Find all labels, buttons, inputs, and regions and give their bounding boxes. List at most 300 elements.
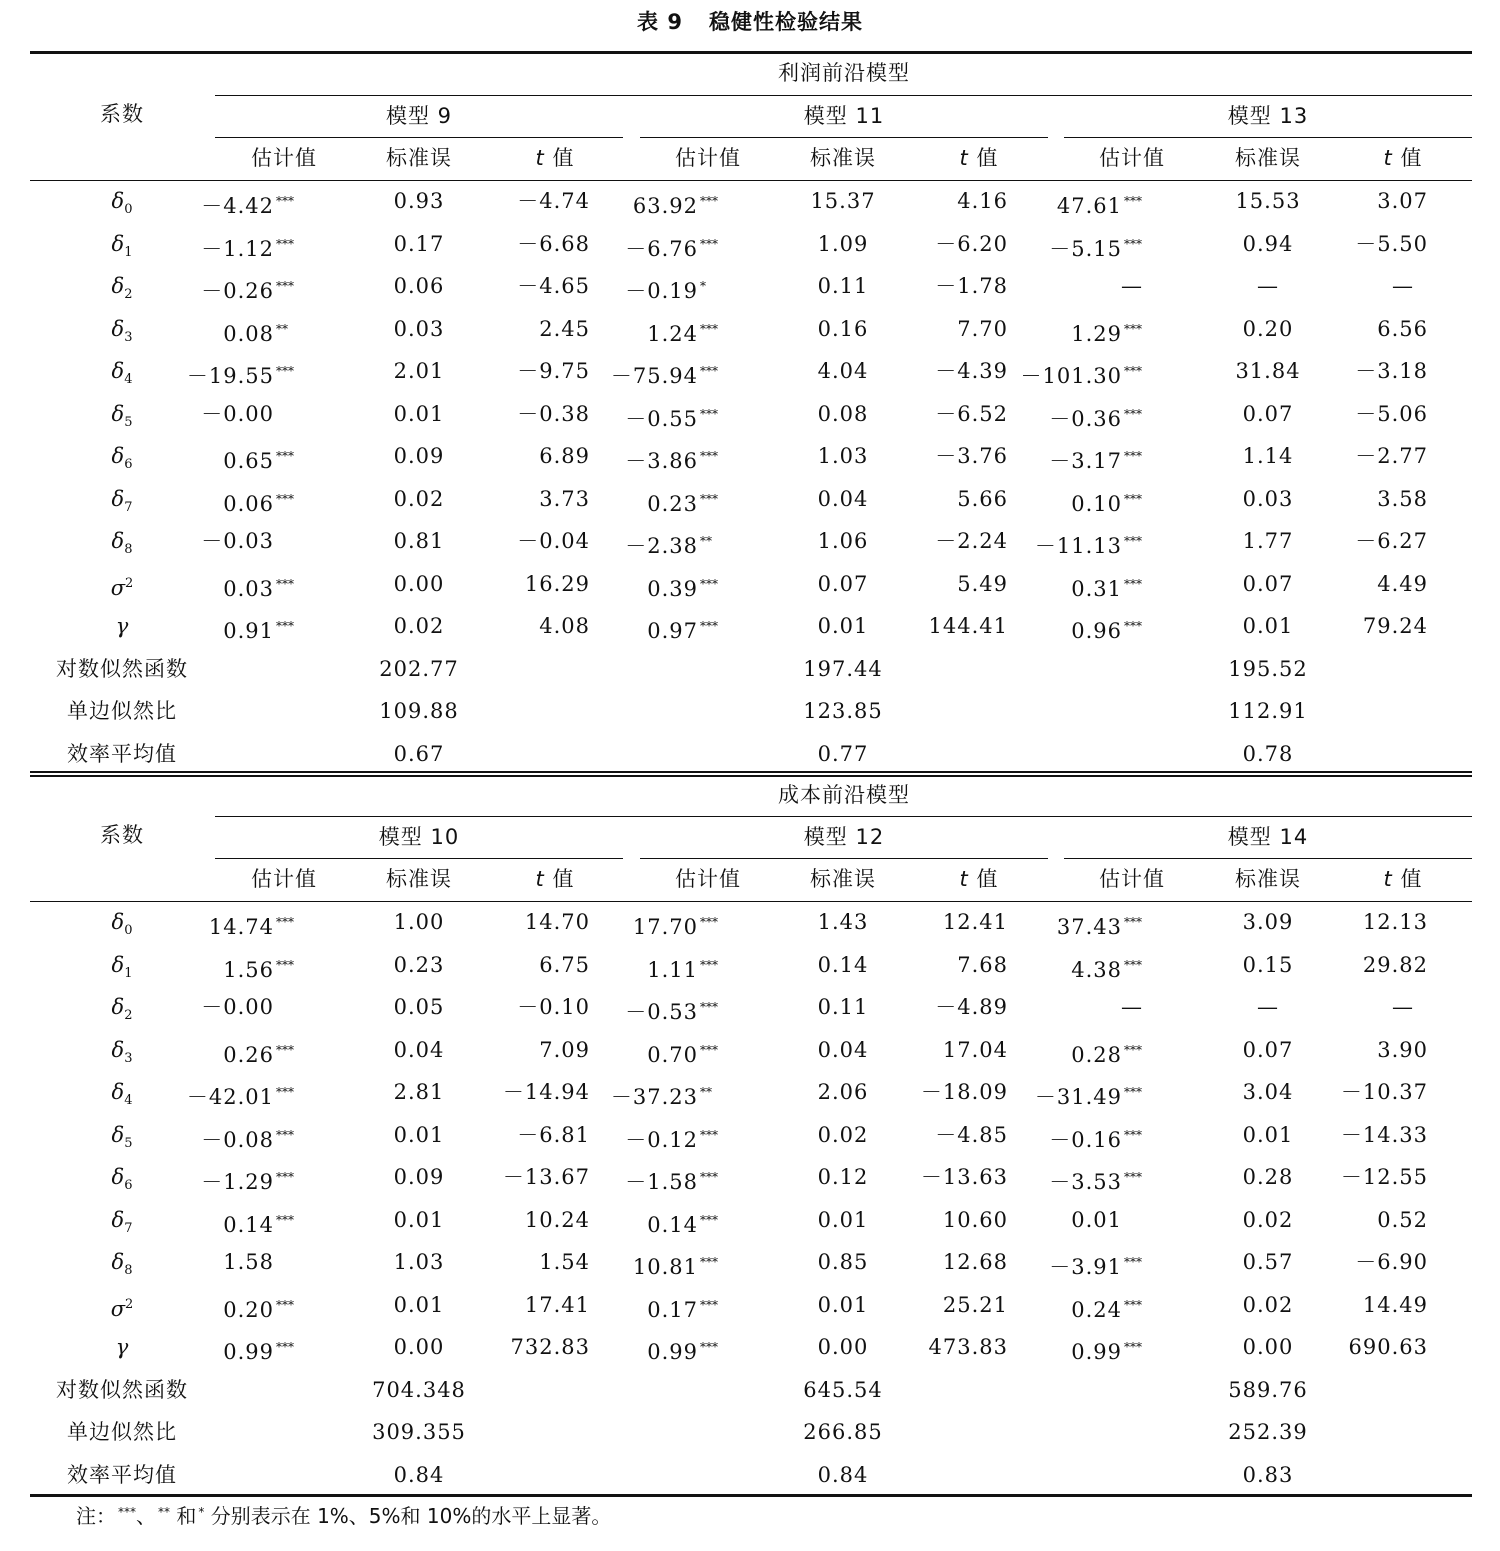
cell-value: 0.07 — [1242, 571, 1294, 596]
significance-stars: *** — [1124, 236, 1142, 251]
cell-value: 0.06 — [223, 491, 274, 516]
row-symbol: γ — [115, 614, 129, 638]
cell-value: －1.12 — [201, 236, 274, 261]
significance-stars: *** — [1124, 1170, 1142, 1184]
row-subscript: 8 — [124, 542, 133, 558]
table-section-rule-lower — [30, 775, 1472, 777]
cell-value: 7.70 — [957, 316, 1008, 341]
table-note — [76, 1500, 611, 1529]
significance-stars: ** — [700, 1085, 712, 1099]
significance-stars: *** — [1124, 1340, 1142, 1354]
cell-value: 0.12 — [817, 1165, 869, 1189]
row-subscript: 7 — [124, 1220, 133, 1236]
row-subscript: 0 — [124, 202, 133, 218]
cell-value: 0.07 — [817, 571, 869, 596]
cell-value: 0.01 — [1071, 1207, 1122, 1232]
t-value-cell — [1228, 231, 1428, 257]
significance-stars: *** — [276, 1170, 294, 1184]
row-subscript: 7 — [124, 499, 133, 515]
cell-value: 6.89 — [539, 444, 590, 468]
row-symbol: δ — [111, 1165, 125, 1189]
estimate-cell — [466, 1207, 726, 1238]
column-header-t: t — [1383, 867, 1393, 891]
estimate-cell — [466, 273, 726, 304]
t-value-cell — [1228, 1079, 1428, 1105]
significance-stars: *** — [1124, 619, 1142, 633]
t-value-cell — [1228, 316, 1428, 342]
cell-value: －18.09 — [920, 1080, 1008, 1104]
estimate-cell — [890, 1249, 1150, 1280]
estimate-cell — [42, 401, 302, 427]
coef-header: 系数 — [100, 102, 144, 126]
summary-label: 效率平均值 — [67, 741, 177, 766]
cell-value: 2.81 — [393, 1080, 445, 1104]
column-header: 估计值 — [675, 867, 741, 891]
estimate-cell — [466, 994, 726, 1025]
cell-value: 0.04 — [817, 486, 869, 511]
significance-stars: *** — [276, 619, 294, 633]
estimate-cell — [466, 231, 726, 262]
row-symbol: δ — [111, 1250, 125, 1274]
cell-value: 1.56 — [223, 957, 274, 982]
cell-value: 0.91 — [223, 619, 274, 643]
cell-value: 10.24 — [524, 1207, 590, 1232]
row-subscript: 4 — [124, 372, 133, 388]
cell-value: 0.01 — [1242, 1122, 1294, 1147]
cell-value: 144.41 — [928, 614, 1008, 638]
cell-value: 0.52 — [1377, 1207, 1428, 1232]
cell-value: 3.07 — [1377, 189, 1428, 213]
cell-value: －6.76 — [625, 236, 698, 261]
cell-value: 25.21 — [942, 1292, 1008, 1317]
significance-stars: *** — [1124, 534, 1142, 548]
cell-value: －1.58 — [625, 1170, 698, 1194]
column-header: 标准误 — [1235, 146, 1301, 170]
row-symbol: δ — [111, 1080, 125, 1104]
summary-value: 252.39 — [1228, 1420, 1308, 1444]
cell-value: －4.89 — [935, 995, 1008, 1019]
cell-value: 0.31 — [1071, 576, 1122, 601]
significance-stars: *** — [276, 1340, 294, 1354]
significance-stars: *** — [700, 194, 718, 208]
t-value-cell — [1228, 486, 1428, 512]
column-header-rest: 值 — [968, 146, 999, 170]
cell-value: 1.06 — [817, 529, 869, 553]
cell-value: 0.99 — [1071, 1340, 1122, 1364]
row-symbol: δ — [111, 401, 125, 426]
cell-value: 1.03 — [817, 444, 869, 468]
cell-value: 0.39 — [647, 576, 698, 601]
significance-stars: *** — [1124, 491, 1142, 506]
estimate-cell — [890, 188, 1150, 219]
estimate-cell — [466, 316, 726, 347]
column-header-t: t — [535, 146, 545, 170]
t-value-cell — [1228, 1164, 1428, 1190]
header-bottom-rule — [30, 180, 1472, 181]
cell-value: －3.53 — [1049, 1170, 1122, 1194]
t-value-cell — [1228, 909, 1428, 935]
cell-value: 0.94 — [1242, 231, 1294, 256]
row-symbol: δ — [111, 444, 125, 468]
estimate-cell — [42, 188, 302, 219]
cell-value: －0.38 — [517, 401, 590, 426]
cell-value: 0.14 — [817, 952, 869, 977]
cell-value: — — [1121, 995, 1143, 1019]
cell-value: 0.08 — [223, 321, 274, 346]
column-header-t: t — [959, 146, 969, 170]
cell-value: －5.50 — [1355, 231, 1428, 256]
significance-stars: *** — [276, 236, 294, 251]
cell-value: 4.04 — [817, 359, 869, 383]
t-value-cell — [1228, 443, 1428, 469]
table-caption — [0, 6, 1500, 36]
estimate-cell — [42, 1164, 302, 1195]
summary-value: 0.84 — [393, 1462, 445, 1487]
estimate-cell — [890, 401, 1150, 432]
model-header: 模型 13 — [1227, 104, 1309, 128]
estimate-cell — [466, 1292, 726, 1323]
t-value-cell — [1228, 952, 1428, 978]
significance-stars: *** — [700, 957, 718, 972]
cell-value: 47.61 — [1056, 194, 1122, 218]
cell-value: －3.86 — [625, 449, 698, 473]
cell-value: 0.06 — [393, 274, 445, 298]
t-value-cell — [1228, 571, 1428, 597]
significance-stars: *** — [700, 406, 718, 421]
estimate-cell — [42, 1292, 302, 1323]
cell-value: 0.23 — [393, 952, 445, 977]
model-rule — [1064, 858, 1472, 859]
significance-stars: *** — [276, 491, 294, 506]
significance-stars: *** — [700, 491, 718, 506]
t-value-cell — [1228, 1122, 1428, 1148]
table-label: 表 9 — [637, 10, 683, 34]
cell-value: 12.41 — [942, 910, 1008, 934]
significance-stars: *** — [700, 1255, 718, 1269]
column-header — [1303, 866, 1500, 892]
cell-value: 0.16 — [817, 316, 869, 341]
model-rule — [640, 137, 1048, 138]
cell-value: 0.00 — [393, 571, 445, 596]
header-bottom-rule — [30, 901, 1472, 902]
cell-value: 0.03 — [223, 576, 274, 601]
cell-value: 0.11 — [817, 274, 869, 298]
cell-value: 3.73 — [539, 486, 590, 511]
cell-value: －3.76 — [935, 444, 1008, 468]
column-header: 估计值 — [675, 146, 741, 170]
estimate-cell — [466, 1037, 726, 1068]
summary-value: 0.84 — [817, 1462, 869, 1487]
estimate-cell — [42, 486, 302, 517]
significance-stars: *** — [700, 1042, 718, 1057]
table-bottom-rule — [30, 1494, 1472, 1497]
cell-value: 17.41 — [524, 1292, 590, 1317]
significance-stars: *** — [276, 915, 294, 929]
cell-value: －14.33 — [1340, 1122, 1428, 1147]
row-subscript: 2 — [124, 287, 133, 303]
row-subscript: 0 — [124, 923, 133, 939]
cell-value: －10.37 — [1340, 1080, 1428, 1104]
cell-value: －75.94 — [610, 364, 698, 388]
row-symbol: δ — [111, 231, 125, 256]
estimate-cell — [466, 443, 726, 474]
estimate-cell — [42, 273, 302, 304]
row-subscript: 2 — [124, 1008, 133, 1024]
cell-value: 0.08 — [817, 401, 869, 426]
cell-value: －0.03 — [201, 529, 274, 553]
estimate-cell — [466, 613, 726, 644]
estimate-cell — [890, 1292, 1150, 1323]
cell-value: －11.13 — [1034, 534, 1122, 558]
cell-value: －3.18 — [1355, 359, 1428, 383]
summary-label: 对数似然函数 — [56, 656, 188, 681]
summary-label: 对数似然函数 — [56, 1377, 188, 1402]
cell-value: 0.00 — [1242, 1335, 1294, 1359]
note-prefix: 注： — [76, 1504, 116, 1528]
cell-value: 0.01 — [393, 1207, 445, 1232]
cell-value: 0.02 — [1242, 1207, 1294, 1232]
column-header-rest: 值 — [968, 867, 999, 891]
cell-value: 0.02 — [393, 486, 445, 511]
row-subscript: 3 — [124, 1050, 133, 1066]
significance-stars: *** — [1124, 915, 1142, 929]
cell-value: 0.01 — [393, 1292, 445, 1317]
column-header-t: t — [535, 867, 545, 891]
cell-value: －0.00 — [201, 995, 274, 1019]
cell-value: 3.09 — [1242, 910, 1294, 934]
group-title-rule — [215, 95, 1472, 96]
significance-stars: *** — [1124, 576, 1142, 591]
significance-stars: *** — [1124, 1297, 1142, 1312]
cell-value: 0.00 — [817, 1335, 869, 1359]
significance-stars: *** — [276, 364, 294, 378]
model-rule — [215, 858, 623, 859]
cell-value: －1.78 — [935, 274, 1008, 298]
summary-value: 195.52 — [1228, 656, 1308, 681]
model-rule — [640, 858, 1048, 859]
cell-value: 15.53 — [1235, 189, 1301, 213]
row-symbol: δ — [111, 910, 125, 934]
summary-value: 266.85 — [803, 1420, 883, 1444]
estimate-cell — [890, 571, 1150, 602]
cell-value: 0.01 — [817, 614, 869, 638]
significance-stars: *** — [1124, 1042, 1142, 1057]
cell-value: －9.75 — [517, 359, 590, 383]
cell-value: 5.49 — [957, 571, 1008, 596]
estimate-cell — [42, 1334, 302, 1365]
cell-value: 1.54 — [539, 1250, 590, 1274]
row-subscript: 5 — [124, 1135, 133, 1151]
row-subscript: 4 — [124, 1093, 133, 1109]
estimate-cell — [42, 1079, 302, 1110]
significance-stars: *** — [1124, 957, 1142, 972]
cell-value: 14.74 — [208, 915, 274, 939]
cell-value: 0.07 — [1242, 1037, 1294, 1062]
cell-value: 0.10 — [1071, 491, 1122, 516]
t-value-cell — [1228, 401, 1428, 427]
row-subscript: 6 — [124, 457, 133, 473]
model-header: 模型 9 — [385, 104, 453, 128]
cell-value: －3.91 — [1049, 1255, 1122, 1279]
estimate-cell — [466, 952, 726, 983]
cell-value: 0.99 — [647, 1340, 698, 1364]
significance-stars: *** — [700, 1297, 718, 1312]
estimate-cell — [42, 613, 302, 644]
estimate-cell — [466, 401, 726, 432]
cell-value: 732.83 — [510, 1335, 590, 1359]
cell-value: 0.03 — [1242, 486, 1294, 511]
significance-stars: *** — [276, 1212, 294, 1227]
significance-stars: *** — [1124, 321, 1142, 336]
cell-value: 0.01 — [393, 401, 445, 426]
estimate-cell — [890, 486, 1150, 517]
cell-value: －4.85 — [935, 1122, 1008, 1147]
cell-value: －6.90 — [1355, 1250, 1428, 1274]
row-symbol: δ — [111, 1122, 125, 1147]
estimate-cell — [890, 1037, 1150, 1068]
model-header: 模型 12 — [803, 825, 885, 849]
cell-value: 12.13 — [1362, 910, 1428, 934]
row-symbol: δ — [111, 952, 125, 977]
note-sep: 、 — [136, 1504, 156, 1528]
t-value-cell — [1228, 1249, 1428, 1275]
cell-value: －0.55 — [625, 406, 698, 431]
significance-stars: *** — [1124, 1127, 1142, 1142]
t-value-cell — [1228, 1037, 1428, 1063]
cell-value: 14.70 — [524, 910, 590, 934]
cell-value: －14.94 — [502, 1080, 590, 1104]
column-header-rest: 值 — [544, 146, 575, 170]
cell-value: 0.01 — [1242, 614, 1294, 638]
cell-value: －19.55 — [186, 364, 274, 388]
estimate-cell — [42, 952, 302, 983]
significance-stars: *** — [700, 321, 718, 336]
cell-value: 0.01 — [817, 1207, 869, 1232]
cell-value: －0.04 — [517, 529, 590, 553]
cell-value: －31.49 — [1034, 1085, 1122, 1109]
significance-stars: *** — [1124, 1085, 1142, 1099]
cell-value: 0.00 — [393, 1335, 445, 1359]
cell-value: 3.90 — [1377, 1037, 1428, 1062]
summary-value: 0.77 — [817, 741, 869, 766]
cell-value: －0.00 — [201, 401, 274, 426]
cell-value: 0.99 — [223, 1340, 274, 1364]
t-value-cell — [1228, 613, 1428, 639]
cell-value: 0.01 — [817, 1292, 869, 1317]
row-symbol: δ — [111, 1037, 125, 1062]
significance-stars: *** — [700, 1170, 718, 1184]
significance-stars: *** — [276, 279, 294, 293]
cell-value: 473.83 — [928, 1335, 1008, 1359]
t-value-cell — [1228, 1207, 1428, 1233]
estimate-cell — [42, 1249, 302, 1275]
column-header: 估计值 — [1099, 146, 1165, 170]
table-section-rule-upper — [30, 771, 1472, 773]
cell-value: －5.15 — [1049, 236, 1122, 261]
cell-value: 0.03 — [393, 316, 445, 341]
column-header-t: t — [959, 867, 969, 891]
significance-stars: *** — [700, 449, 718, 463]
significance-stars: *** — [700, 915, 718, 929]
note-star-1: * — [198, 1505, 205, 1519]
cell-value: 0.26 — [223, 1042, 274, 1067]
cell-value: 4.16 — [957, 189, 1008, 213]
cell-value: 0.28 — [1071, 1042, 1122, 1067]
estimate-cell — [890, 231, 1150, 262]
cell-value: 3.04 — [1242, 1080, 1294, 1104]
model-rule — [1064, 137, 1472, 138]
cell-value: －6.68 — [517, 231, 590, 256]
cell-value: 0.09 — [393, 444, 445, 468]
estimate-cell — [466, 1079, 726, 1110]
cell-value: — — [1392, 995, 1414, 1019]
summary-value: 309.355 — [372, 1420, 466, 1444]
cell-value: －5.06 — [1355, 401, 1428, 426]
summary-label: 单边似然比 — [67, 1420, 177, 1444]
column-header: 估计值 — [251, 146, 317, 170]
summary-label: 效率平均值 — [67, 1462, 177, 1487]
cell-value: －4.42 — [201, 194, 274, 218]
cell-value: 1.77 — [1242, 529, 1294, 553]
estimate-cell — [42, 571, 302, 602]
summary-value: 197.44 — [803, 656, 883, 681]
estimate-cell — [890, 952, 1150, 983]
cell-value: 2.06 — [817, 1080, 869, 1104]
row-symbol: δ — [111, 189, 125, 213]
column-header: 标准误 — [810, 146, 876, 170]
estimate-cell — [466, 1334, 726, 1365]
cell-value: －0.53 — [625, 1000, 698, 1024]
cell-value: 17.70 — [632, 915, 698, 939]
estimate-cell — [466, 188, 726, 219]
cell-value: 0.01 — [393, 1122, 445, 1147]
cell-value: 4.38 — [1071, 957, 1122, 982]
cell-value: －0.12 — [625, 1127, 698, 1152]
summary-value: 202.77 — [379, 656, 459, 681]
summary-value: 0.67 — [393, 741, 445, 766]
significance-stars: *** — [700, 236, 718, 251]
significance-stars: *** — [276, 194, 294, 208]
cell-value: －6.52 — [935, 401, 1008, 426]
cell-value: 0.65 — [223, 449, 274, 473]
estimate-cell — [890, 443, 1150, 474]
model-header: 模型 10 — [378, 825, 460, 849]
cell-value: 0.17 — [647, 1297, 698, 1322]
cell-value: 7.68 — [957, 952, 1008, 977]
cell-value: 4.49 — [1377, 571, 1428, 596]
summary-value: 109.88 — [379, 699, 459, 723]
cell-value: 0.04 — [393, 1037, 445, 1062]
cell-value: 1.03 — [393, 1250, 445, 1274]
cell-value: －0.08 — [201, 1127, 274, 1152]
estimate-cell — [466, 1122, 726, 1153]
t-value-cell — [808, 994, 1008, 1020]
column-header: 估计值 — [251, 867, 317, 891]
significance-stars: *** — [700, 619, 718, 633]
significance-stars: *** — [700, 1212, 718, 1227]
row-symbol: δ — [111, 995, 125, 1019]
column-header: 估计值 — [1099, 867, 1165, 891]
summary-value: 0.78 — [1242, 741, 1294, 766]
cell-value: 0.57 — [1242, 1250, 1294, 1274]
group-title: 成本前沿模型 — [778, 783, 910, 807]
cell-value: －6.27 — [1355, 529, 1428, 553]
cell-value: 4.08 — [539, 614, 590, 638]
cell-value: 2.45 — [539, 316, 590, 341]
significance-stars: *** — [700, 576, 718, 591]
note-star-3: *** — [118, 1505, 136, 1519]
cell-value: 0.04 — [817, 1037, 869, 1062]
